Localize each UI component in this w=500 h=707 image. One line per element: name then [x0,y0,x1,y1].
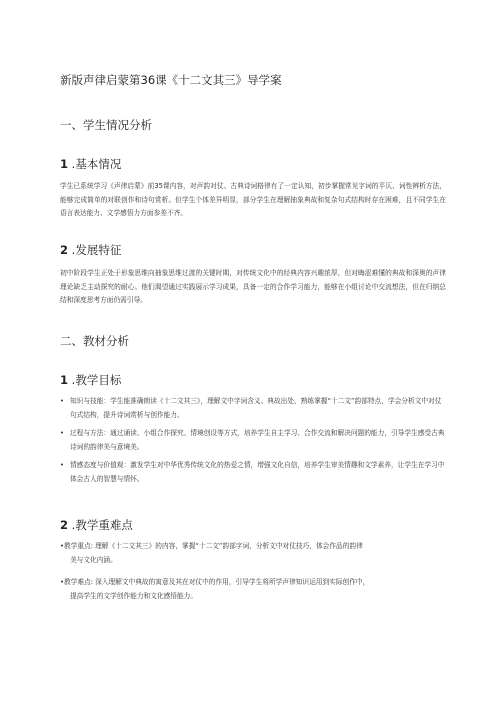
teaching-goals-list [60,395,446,491]
subheading-number: 1 [60,373,69,387]
subheading-number: 2 [60,243,69,257]
list-item-text: 情感态度与价值观：激发学生对中华优秀传统文化的热爱之情，增强文化自信，培养学生审美情趣和文学素养，让学生在学习中体会古人的智慧与情怀。 [70,461,445,483]
subheading-text: .教学目标 [71,373,122,387]
key-point-line-continued: 美与文化内涵。 [70,555,117,564]
list-item [60,395,446,422]
difficulty-point-item [60,576,446,603]
key-point-line: •教学重点: 理解《十二文其三》的内容，掌握“十二文”韵部字词，分析文中对仗技巧，体会作品的韵律 [60,542,363,550]
difficulty-point-line-continued: 提高学生的文学创作能力和文化感悟能力。 [70,591,198,600]
bullet-icon: • [60,397,64,405]
subheading-key-difficulties [60,518,133,532]
document-title: 新版声律启蒙第36课《十二文其三》导学案 [60,73,282,87]
subheading-teaching-goals [60,373,121,387]
list-item [60,459,446,486]
subheading-development [60,243,121,257]
section-heading-student-analysis: 一、学生情况分析 [60,118,152,132]
subheading-text: .基本情况 [71,157,122,171]
key-point-item [60,540,446,567]
subheading-number: 2 [60,518,69,532]
list-item [60,427,446,454]
bullet-icon: • [60,461,64,469]
paragraph-development: 初中阶段学生正处于形象思维向抽象思维过渡的关键时期，对传统文化中的经典内容兴趣浓厚，但对晦涩难懂的典故和深奥的声律理论缺乏主动探究的耐心。他们渴望通过实践展示学习成果，具备一定的合作学习能力，能够在小组讨论中交流想法，但在归纳总结和深度思考方面仍需引导。 [60,269,446,304]
subheading-text: .教学重难点 [71,518,133,532]
list-item-text: 知识与技能：学生能准确朗读《十二文其三》，理解文中字词含义、典故出处，熟练掌握“十二文”韵部特点，学会分析文中对仗句式结构，提升诗词赏析与创作能力。 [70,397,442,419]
section-heading-textbook-analysis: 二、教材分析 [60,334,129,348]
subheading-text: .发展特征 [71,243,122,257]
paragraph-basic-situation: 学生已系统学习《声律启蒙》前35课内容，对声韵对仗、古典诗词格律有了一定认知，初步掌握常见字词的平仄、词性辨析方法，能够完成简单的对联创作和诗句赏析。但学生个体差异明显，部分学生在理解抽象典故和复杂句式结构时存在困难，且不同学生在语言表达能力、文学感悟力方面参差不齐。 [60,182,446,217]
list-item-text: 过程与方法：通过诵读、小组合作探究、情境创设等方式，培养学生自主学习、合作交流和解决问题的能力，引导学生感受古典诗词的韵律美与意境美。 [70,429,445,451]
subheading-number: 1 [60,157,69,171]
difficulty-point-line: •教学难点: 深入理解文中典故的寓意及其在对仗中的作用，引导学生将所学声律知识运用到实际创作中， [60,578,370,586]
bullet-icon: • [60,429,64,437]
subheading-basic-situation [60,157,121,171]
